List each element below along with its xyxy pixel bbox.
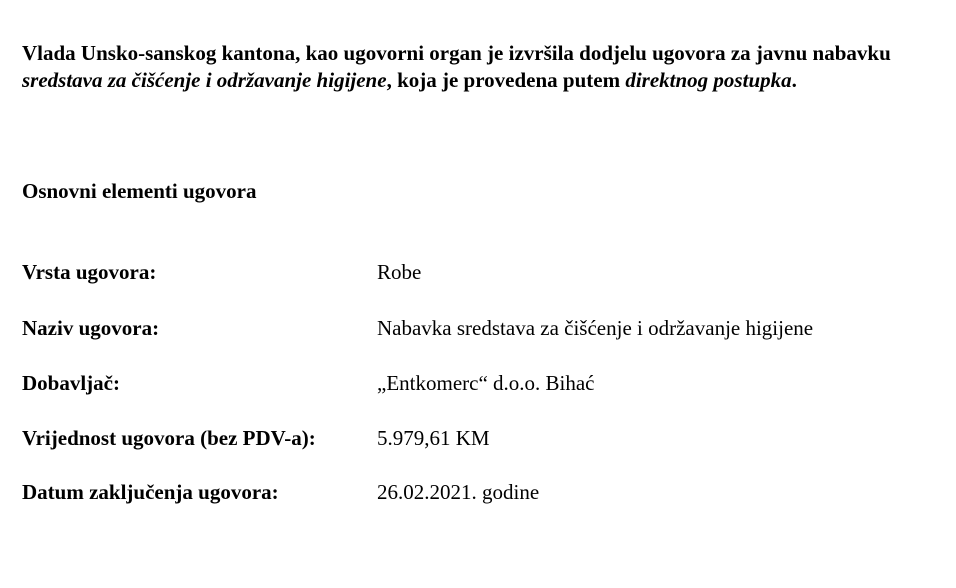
contract-date-label: Datum zaključenja ugovora: (22, 480, 279, 504)
contract-date-row (22, 479, 932, 506)
contract-type-value: Robe (377, 260, 422, 284)
supplier-row (22, 370, 932, 397)
contract-value-amount: 5.979,61 KM (377, 426, 490, 450)
contract-type-label: Vrsta ugovora: (22, 260, 157, 284)
contract-name-value: Nabavka sredstava za čišćenje i održavanje higijene (377, 316, 814, 340)
supplier-label: Dobavljač: (22, 371, 120, 395)
intro-text-part3: . (791, 68, 797, 92)
contract-name-row (22, 315, 932, 342)
intro-text-part2: , koja je provedena putem (386, 68, 626, 92)
section-title: Osnovni elementi ugovora (22, 179, 257, 203)
contract-date-value: 26.02.2021. godine (377, 480, 540, 504)
contract-type-row (22, 259, 932, 286)
intro-text-part1: Vlada Unsko-sanskog kantona, kao ugovorni organ je izvršila dodjelu ugovora za javnu nabavku (22, 41, 891, 65)
contract-value-label: Vrijednost ugovora (bez PDV-a): (22, 426, 316, 450)
supplier-value: „Entkomerc“ d.o.o. Bihać (377, 371, 595, 395)
intro-procedure: direktnog postupka (625, 68, 792, 92)
intro-paragraph (22, 40, 932, 94)
contract-value-row (22, 425, 932, 452)
intro-subject: sredstava za čišćenje i održavanje higijene (22, 68, 387, 92)
contract-name-label: Naziv ugovora: (22, 316, 160, 340)
